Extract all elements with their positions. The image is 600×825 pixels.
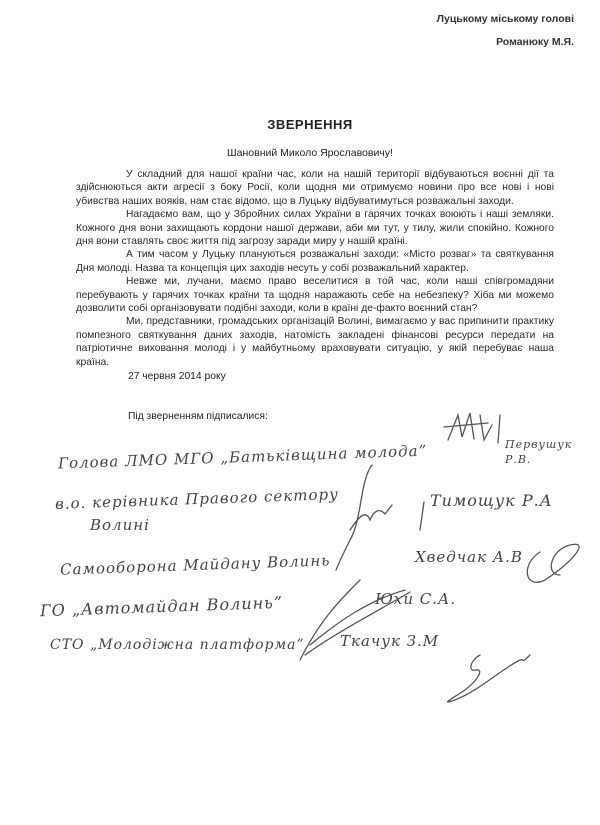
letter-body	[76, 168, 554, 369]
signatory-name: Тимощук Р.А	[430, 490, 553, 510]
signatory-row	[0, 627, 600, 667]
paragraph: Невже ми, лучани, маємо право веселитися в той час, коли наші співгромадяни перебувають у гарячих точках країни та щодня наражають себе на небезпеку? Хіба ми можемо дозволити собі організовувати подібні заходи, коли в країні де-факто воєнний стан?	[76, 276, 554, 315]
signatory-name: Первушук Р.В.	[505, 437, 573, 466]
paragraph: У складний для нашої країни час, коли на нашій території відбуваються воєнні дії та здійснюються акти агресії з боку Росії, коли щодня ми отримуємо новини про все нові і нові убивства наших вояків, нам стає відомо, що в Луцьку відбуватимуться розважальні заходи.	[76, 169, 554, 207]
signatory-org: ГО „Автомайдан Волинь”	[39, 592, 284, 621]
signatory-name: Ткачук З.М	[340, 631, 440, 650]
paragraph: Нагадаємо вам, що у Збройних силах України в гарячих точках воюють і наші земляки. Кожного дня вони захищають кордони нашої держави, аби ми тут, у тилу, жили спокійно. Кожного дня вони ставлять своє життя під загрозу заради миру у нашій країні.	[76, 209, 554, 248]
signatory-name: Юхи С.А.	[375, 589, 457, 608]
signatory-row	[0, 587, 600, 627]
signatory-org: СТО „Молодіжна платформа”	[50, 636, 305, 653]
signatory-org: Голова ЛМО МГО „Батьківщина молода”	[57, 441, 428, 473]
paragraph: Ми, представники, громадських організацій Волині, вимагаємо у вас припинити практику помпезного святкування даних заходів, натомість закладені фінансові ресурси передати на патріотичне виховання молоді і у майбутньому враховувати ситуацію, у якій перебуває наша країна.	[76, 316, 554, 368]
signatory-org: Волині	[90, 515, 150, 534]
signatory-org: в.о. керівника Правого сектору	[54, 484, 340, 513]
letter-content	[0, 168, 600, 667]
document-title: ЗВЕРНЕННЯ	[267, 117, 353, 132]
signed-intro: Під зверненням підписалися:	[128, 410, 268, 422]
signatures-section	[0, 437, 600, 667]
signatory-row	[0, 437, 600, 483]
letter-date: 27 червня 2014 року	[128, 371, 226, 383]
signatory-row	[0, 483, 600, 545]
signatory-row	[0, 545, 600, 587]
greeting: Шановний Миколо Ярославовичу!	[227, 147, 393, 159]
signatory-org: Самооборона Майдану Волинь	[59, 551, 331, 579]
signatory-name: Хведчак А.В	[415, 547, 523, 566]
addressee-line-1: Луцькому міському голові	[436, 13, 574, 25]
addressee-line-2: Романюку М.Я.	[496, 36, 574, 48]
paragraph: А тим часом у Луцьку плануються розважальні заходи: «Місто розваг» та святкування Дня молоді. Назва та концепція цих заходів несуть у собі розважальний характер.	[76, 249, 554, 274]
